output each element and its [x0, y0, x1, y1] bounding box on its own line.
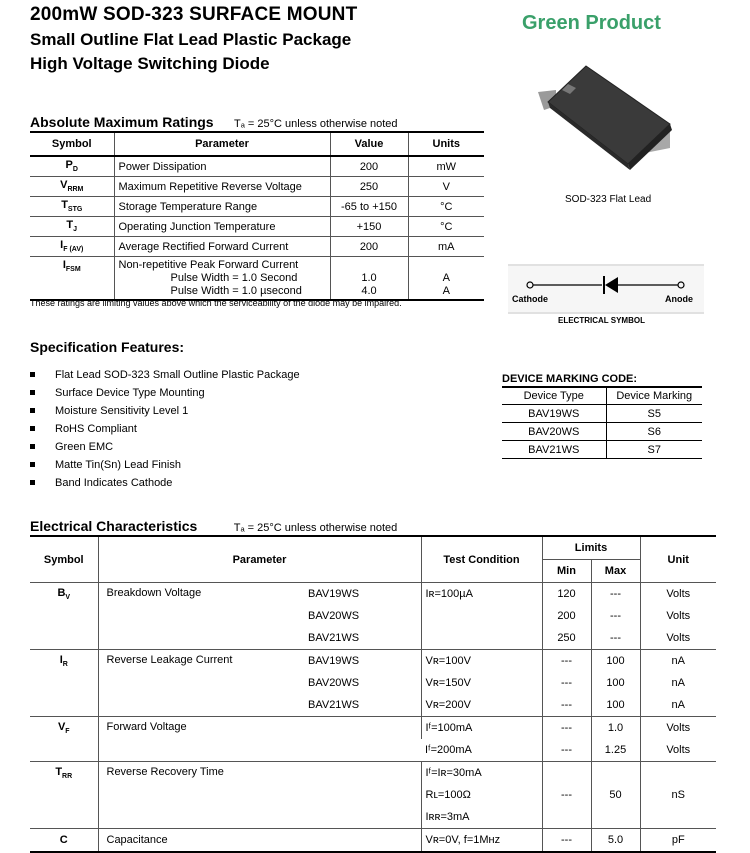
title-line-3: High Voltage Switching Diode: [30, 54, 270, 73]
green-product-label: Green Product: [522, 12, 661, 34]
amr-value: [330, 257, 408, 301]
ec-min: 120: [542, 583, 591, 606]
ifsm-unit-1: A: [442, 272, 450, 284]
ec-device: BAV21WS: [308, 632, 360, 644]
ec-unit: nS: [640, 762, 716, 829]
ec-row: [30, 717, 716, 740]
marking-header-row: [502, 387, 702, 405]
ec-min: ---: [542, 694, 591, 717]
ec-row: [30, 650, 716, 673]
ifsm-pulse-1: Pulse Width = 1.0 Second: [170, 272, 298, 284]
ifsm-parameter: Non-repetitive Peak Forward Current: [118, 259, 299, 271]
marking-code: S5: [606, 405, 702, 423]
amr-value: -65 to +150: [330, 197, 408, 217]
ec-max: 50: [591, 762, 640, 829]
ec-test: Vʀ=0V, f=1Mʜᴢ: [421, 829, 542, 853]
amr-symbol: $V_{RRM}$: [30, 177, 114, 197]
amr-symbol: $T_J$: [30, 217, 114, 237]
amr-value: 200: [330, 156, 408, 177]
ec-test: Iᶠ=200mA: [425, 744, 472, 756]
amr-header-symbol: Symbol: [30, 132, 114, 156]
ec-row: [30, 829, 716, 853]
ec-min: ---: [542, 672, 591, 694]
ec-min: 250: [542, 627, 591, 650]
amr-footnote: These ratings are limiting values above which the serviceability of the diode may be impaired.: [30, 298, 402, 308]
marking-code: S6: [606, 423, 702, 441]
ec-max: 1.25: [591, 739, 640, 762]
ec-group-ir: [30, 650, 716, 717]
amr-row: [30, 177, 484, 197]
ec-group-bv: [30, 583, 716, 650]
ec-device: BAV19WS: [304, 583, 421, 606]
ec-min: ---: [542, 717, 591, 740]
ec-header-symbol: Symbol: [30, 536, 98, 583]
amr-row: [30, 156, 484, 177]
ec-header-test: Test Condition: [421, 536, 542, 583]
ec-header-max: Max: [591, 560, 640, 583]
amr-unit: mW: [408, 156, 484, 177]
ec-group-c: [30, 829, 716, 853]
cathode-label: Cathode: [512, 294, 548, 304]
marking-row: [502, 405, 702, 423]
ec-unit: Volts: [640, 605, 716, 627]
ec-symbol: $I_R$: [30, 650, 98, 717]
marking-table: [502, 386, 702, 459]
title-line-1: 200mW SOD-323 SURFACE MOUNT: [30, 4, 358, 25]
ec-min: ---: [542, 739, 591, 762]
feature-item: RoHS Compliant: [30, 420, 300, 438]
amr-value: 200: [330, 237, 408, 257]
amr-row: [30, 217, 484, 237]
amr-unit: [408, 257, 484, 301]
marking-device-type: BAV19WS: [502, 405, 606, 423]
feature-item: Green EMC: [30, 438, 300, 456]
ec-max: 100: [591, 694, 640, 717]
amr-value: +150: [330, 217, 408, 237]
title-line-2: Small Outline Flat Lead Plastic Package: [30, 30, 352, 49]
ec-device: BAV20WS: [308, 610, 360, 622]
feature-item: Matte Tin(Sn) Lead Finish: [30, 456, 300, 474]
ec-unit: Volts: [640, 739, 716, 762]
ec-header-parameter: Parameter: [98, 536, 421, 583]
ec-test: Rʟ=100Ω: [421, 784, 542, 806]
amr-symbol: $I_{FSM}$: [30, 257, 114, 301]
ec-symbol: $T_{RR}$: [30, 762, 98, 829]
amr-heading: [30, 114, 398, 132]
ec-table: [30, 535, 716, 853]
ec-max: ---: [591, 627, 640, 650]
ec-parameter: Breakdown Voltage: [98, 583, 304, 650]
amr-value: 250: [330, 177, 408, 197]
package-caption: SOD-323 Flat Lead: [565, 194, 652, 205]
ec-symbol: $V_F$: [30, 717, 98, 762]
ec-device: BAV21WS: [308, 699, 360, 711]
ec-min: 200: [542, 605, 591, 627]
amr-table: [30, 131, 484, 301]
ec-test: Vʀ=200V: [421, 694, 542, 717]
ec-parameter: Capacitance: [98, 829, 421, 853]
ec-max: 100: [591, 672, 640, 694]
marking-header-type: Device Type: [502, 387, 606, 405]
ec-condition: Tₐ = 25°C unless otherwise noted: [233, 522, 398, 534]
ec-unit: Volts: [640, 717, 716, 740]
ec-test: Iʀʀ=3mA: [421, 806, 542, 829]
ifsm-value-2: 4.0: [361, 285, 377, 297]
ec-unit: nA: [640, 694, 716, 717]
ifsm-pulse-2: Pulse Width = 1.0 µsecond: [170, 285, 302, 297]
amr-parameter: Storage Temperature Range: [114, 197, 330, 217]
ec-parameter: Forward Voltage: [98, 717, 421, 762]
ec-max: 100: [591, 650, 640, 673]
ec-title: Electrical Characteristics: [30, 518, 198, 534]
marking-row: [502, 423, 702, 441]
amr-header-parameter: Parameter: [114, 132, 330, 156]
ec-unit: Volts: [640, 583, 716, 606]
amr-header-value: Value: [330, 132, 408, 156]
amr-header-row: [30, 132, 484, 156]
package-image: [510, 40, 710, 180]
amr-unit: °C: [408, 197, 484, 217]
ec-test: [421, 627, 542, 650]
amr-unit: V: [408, 177, 484, 197]
amr-title: Absolute Maximum Ratings: [30, 114, 214, 130]
ec-test: Iʀ=100µA: [421, 583, 542, 606]
amr-symbol: $P_D$: [30, 156, 114, 177]
marking-header-mark: Device Marking: [606, 387, 702, 405]
ec-parameter: Reverse Leakage Current: [98, 650, 304, 717]
feature-item: Surface Device Type Mounting: [30, 384, 300, 402]
feature-item: Band Indicates Cathode: [30, 474, 300, 492]
amr-condition: Tₐ = 25°C unless otherwise noted: [234, 118, 398, 130]
feature-item: Moisture Sensitivity Level 1: [30, 402, 300, 420]
ec-test: Iᶠ=Iʀ=30mA: [421, 762, 542, 785]
ec-parameter: Reverse Recovery Time: [98, 762, 421, 829]
ec-test: [421, 605, 542, 627]
amr-parameter: Average Rectified Forward Current: [114, 237, 330, 257]
amr-symbol: $T_{STG}$: [30, 197, 114, 217]
amr-row: [30, 237, 484, 257]
amr-parameter: Maximum Repetitive Reverse Voltage: [114, 177, 330, 197]
ec-device: BAV19WS: [304, 650, 421, 673]
ec-max: ---: [591, 583, 640, 606]
marking-row: [502, 441, 702, 459]
amr-parameter: Operating Junction Temperature: [114, 217, 330, 237]
ec-min: ---: [542, 829, 591, 853]
feature-item: Flat Lead SOD-323 Small Outline Plastic Package: [30, 366, 300, 384]
amr-row-ifsm: [30, 257, 484, 301]
anode-label: Anode: [665, 294, 693, 304]
feature-list: [30, 366, 300, 492]
marking-code: S7: [606, 441, 702, 459]
ec-row: [30, 583, 716, 606]
ec-max: ---: [591, 605, 640, 627]
ec-group-trr: [30, 762, 716, 829]
ec-device: BAV20WS: [308, 677, 360, 689]
ec-test: Vʀ=150V: [421, 672, 542, 694]
ec-test: Vʀ=100V: [421, 650, 542, 673]
ec-symbol: C: [30, 829, 98, 853]
ec-min: ---: [542, 762, 591, 829]
amr-parameter: [114, 257, 330, 301]
ec-header-row: [30, 536, 716, 560]
ec-max: 5.0: [591, 829, 640, 853]
marking-title: DEVICE MARKING CODE:: [502, 373, 638, 385]
ec-symbol: $B_V$: [30, 583, 98, 650]
marking-device-type: BAV21WS: [502, 441, 606, 459]
ec-test: Iᶠ=100mA: [421, 717, 542, 740]
ec-header-unit: Unit: [640, 536, 716, 583]
amr-parameter: Power Dissipation: [114, 156, 330, 177]
ec-group-vf: [30, 717, 716, 762]
ec-unit: nA: [640, 672, 716, 694]
symbol-caption: ELECTRICAL SYMBOL: [558, 316, 645, 325]
ec-max: 1.0: [591, 717, 640, 740]
ec-row: [30, 762, 716, 785]
ec-unit: Volts: [640, 627, 716, 650]
ec-heading: [30, 518, 397, 536]
ec-header-min: Min: [542, 560, 591, 583]
spec-title: Specification Features:: [30, 339, 185, 355]
ec-unit: nA: [640, 650, 716, 673]
ec-min: ---: [542, 650, 591, 673]
amr-row: [30, 197, 484, 217]
amr-header-units: Units: [408, 132, 484, 156]
amr-unit: mA: [408, 237, 484, 257]
amr-symbol: $I_{F (AV)}$: [30, 237, 114, 257]
ec-header-limits: Limits: [542, 536, 640, 560]
marking-device-type: BAV20WS: [502, 423, 606, 441]
ifsm-unit-2: A: [442, 285, 450, 297]
ifsm-value-1: 1.0: [361, 272, 377, 284]
amr-unit: °C: [408, 217, 484, 237]
ec-unit: pF: [640, 829, 716, 853]
